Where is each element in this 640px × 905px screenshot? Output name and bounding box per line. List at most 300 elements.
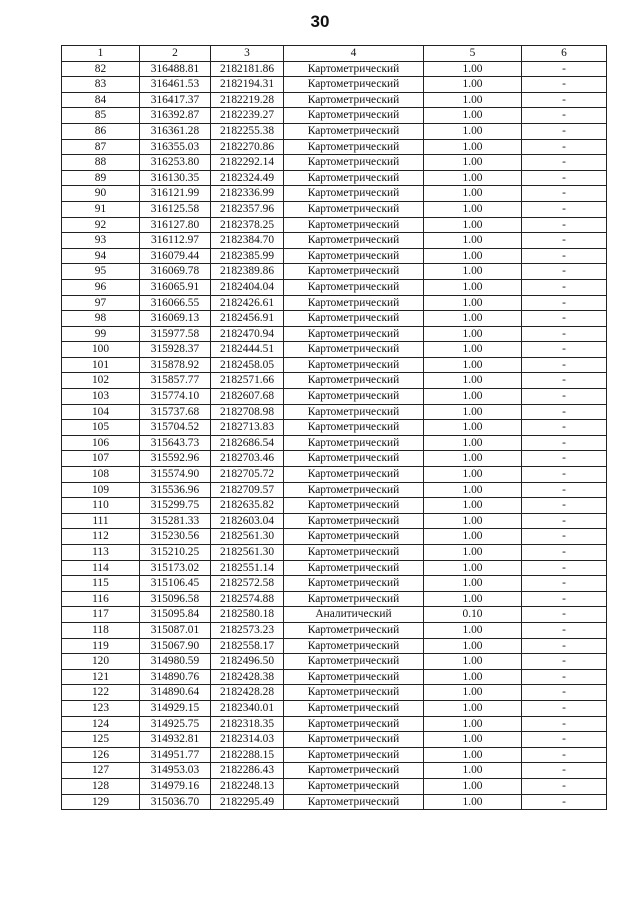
- point-number-cell: 86: [62, 123, 140, 139]
- accuracy-cell: 1.00: [424, 186, 522, 202]
- y-coordinate-cell: 2182444.51: [211, 342, 284, 358]
- note-cell: -: [522, 420, 607, 436]
- y-coordinate-cell: 2182428.28: [211, 685, 284, 701]
- point-number-cell: 97: [62, 295, 140, 311]
- x-coordinate-cell: 315087.01: [140, 622, 211, 638]
- x-coordinate-cell: 316461.53: [140, 77, 211, 93]
- y-coordinate-cell: 2182635.82: [211, 498, 284, 514]
- note-cell: -: [522, 669, 607, 685]
- y-coordinate-cell: 2182295.49: [211, 794, 284, 810]
- point-number-cell: 84: [62, 92, 140, 108]
- accuracy-cell: 1.00: [424, 778, 522, 794]
- method-cell: Картометрический: [284, 545, 424, 561]
- x-coordinate-cell: 315210.25: [140, 545, 211, 561]
- accuracy-cell: 1.00: [424, 560, 522, 576]
- x-coordinate-cell: 315857.77: [140, 373, 211, 389]
- x-coordinate-cell: 315774.10: [140, 389, 211, 405]
- y-coordinate-cell: 2182270.86: [211, 139, 284, 155]
- method-cell: Картометрический: [284, 513, 424, 529]
- accuracy-cell: 1.00: [424, 92, 522, 108]
- method-cell: Картометрический: [284, 77, 424, 93]
- point-number-cell: 125: [62, 732, 140, 748]
- accuracy-cell: 1.00: [424, 342, 522, 358]
- method-cell: Картометрический: [284, 264, 424, 280]
- method-cell: Аналитический: [284, 607, 424, 623]
- point-number-cell: 126: [62, 747, 140, 763]
- method-cell: Картометрический: [284, 669, 424, 685]
- method-cell: Картометрический: [284, 233, 424, 249]
- note-cell: -: [522, 404, 607, 420]
- point-number-cell: 83: [62, 77, 140, 93]
- method-cell: Картометрический: [284, 295, 424, 311]
- accuracy-cell: 1.00: [424, 357, 522, 373]
- column-header: 3: [211, 46, 284, 62]
- table-row: [62, 498, 607, 514]
- note-cell: -: [522, 108, 607, 124]
- table-row: [62, 763, 607, 779]
- y-coordinate-cell: 2182705.72: [211, 467, 284, 483]
- point-number-cell: 91: [62, 201, 140, 217]
- y-coordinate-cell: 2182573.23: [211, 622, 284, 638]
- method-cell: Картометрический: [284, 123, 424, 139]
- x-coordinate-cell: 315928.37: [140, 342, 211, 358]
- note-cell: -: [522, 248, 607, 264]
- method-cell: Картометрический: [284, 420, 424, 436]
- accuracy-cell: 1.00: [424, 700, 522, 716]
- method-cell: Картометрический: [284, 61, 424, 77]
- method-cell: Картометрический: [284, 654, 424, 670]
- x-coordinate-cell: 316069.13: [140, 311, 211, 327]
- table-row: [62, 794, 607, 810]
- x-coordinate-cell: 315878.92: [140, 357, 211, 373]
- note-cell: -: [522, 389, 607, 405]
- x-coordinate-cell: 315036.70: [140, 794, 211, 810]
- y-coordinate-cell: 2182255.38: [211, 123, 284, 139]
- note-cell: -: [522, 732, 607, 748]
- accuracy-cell: 1.00: [424, 170, 522, 186]
- x-coordinate-cell: 315592.96: [140, 451, 211, 467]
- note-cell: -: [522, 295, 607, 311]
- accuracy-cell: 1.00: [424, 264, 522, 280]
- x-coordinate-cell: 316130.35: [140, 170, 211, 186]
- y-coordinate-cell: 2182324.49: [211, 170, 284, 186]
- y-coordinate-cell: 2182561.30: [211, 545, 284, 561]
- note-cell: -: [522, 139, 607, 155]
- note-cell: -: [522, 654, 607, 670]
- accuracy-cell: 1.00: [424, 420, 522, 436]
- note-cell: -: [522, 155, 607, 171]
- method-cell: Картометрический: [284, 498, 424, 514]
- y-coordinate-cell: 2182340.01: [211, 700, 284, 716]
- point-number-cell: 121: [62, 669, 140, 685]
- table-row: [62, 513, 607, 529]
- accuracy-cell: 1.00: [424, 248, 522, 264]
- table-row: [62, 201, 607, 217]
- point-number-cell: 85: [62, 108, 140, 124]
- y-coordinate-cell: 2182318.35: [211, 716, 284, 732]
- note-cell: -: [522, 373, 607, 389]
- method-cell: Картометрический: [284, 248, 424, 264]
- note-cell: -: [522, 560, 607, 576]
- table-row: [62, 357, 607, 373]
- note-cell: -: [522, 482, 607, 498]
- x-coordinate-cell: 314929.15: [140, 700, 211, 716]
- accuracy-cell: 1.00: [424, 435, 522, 451]
- point-number-cell: 123: [62, 700, 140, 716]
- x-coordinate-cell: 315704.52: [140, 420, 211, 436]
- accuracy-cell: 1.00: [424, 576, 522, 592]
- method-cell: Картометрический: [284, 186, 424, 202]
- point-number-cell: 114: [62, 560, 140, 576]
- y-coordinate-cell: 2182426.61: [211, 295, 284, 311]
- x-coordinate-cell: 316065.91: [140, 279, 211, 295]
- y-coordinate-cell: 2182384.70: [211, 233, 284, 249]
- x-coordinate-cell: 316121.99: [140, 186, 211, 202]
- table-row: [62, 311, 607, 327]
- table-row: [62, 373, 607, 389]
- column-header: 4: [284, 46, 424, 62]
- accuracy-cell: 1.00: [424, 451, 522, 467]
- accuracy-cell: 1.00: [424, 389, 522, 405]
- y-coordinate-cell: 2182561.30: [211, 529, 284, 545]
- column-header: 6: [522, 46, 607, 62]
- y-coordinate-cell: 2182239.27: [211, 108, 284, 124]
- accuracy-cell: 1.00: [424, 794, 522, 810]
- x-coordinate-cell: 314979.16: [140, 778, 211, 794]
- accuracy-cell: 1.00: [424, 77, 522, 93]
- accuracy-cell: 1.00: [424, 139, 522, 155]
- column-header: 5: [424, 46, 522, 62]
- method-cell: Картометрический: [284, 326, 424, 342]
- accuracy-cell: 1.00: [424, 467, 522, 483]
- note-cell: -: [522, 92, 607, 108]
- method-cell: Картометрический: [284, 747, 424, 763]
- accuracy-cell: 1.00: [424, 311, 522, 327]
- table-row: [62, 123, 607, 139]
- accuracy-cell: 1.00: [424, 155, 522, 171]
- note-cell: -: [522, 77, 607, 93]
- note-cell: -: [522, 170, 607, 186]
- note-cell: -: [522, 61, 607, 77]
- accuracy-cell: 1.00: [424, 108, 522, 124]
- point-number-cell: 93: [62, 233, 140, 249]
- point-number-cell: 129: [62, 794, 140, 810]
- x-coordinate-cell: 315096.58: [140, 591, 211, 607]
- method-cell: Картометрический: [284, 92, 424, 108]
- table-row: [62, 155, 607, 171]
- coordinates-table: [61, 45, 607, 810]
- method-cell: Картометрический: [284, 201, 424, 217]
- note-cell: -: [522, 233, 607, 249]
- y-coordinate-cell: 2182456.91: [211, 311, 284, 327]
- table-row: [62, 576, 607, 592]
- note-cell: -: [522, 451, 607, 467]
- x-coordinate-cell: 316079.44: [140, 248, 211, 264]
- y-coordinate-cell: 2182458.05: [211, 357, 284, 373]
- accuracy-cell: 0.10: [424, 607, 522, 623]
- point-number-cell: 90: [62, 186, 140, 202]
- note-cell: -: [522, 279, 607, 295]
- table-row: [62, 279, 607, 295]
- note-cell: -: [522, 685, 607, 701]
- x-coordinate-cell: 315643.73: [140, 435, 211, 451]
- table-row: [62, 747, 607, 763]
- x-coordinate-cell: 315977.58: [140, 326, 211, 342]
- note-cell: -: [522, 700, 607, 716]
- method-cell: Картометрический: [284, 373, 424, 389]
- method-cell: Картометрический: [284, 794, 424, 810]
- x-coordinate-cell: 316066.55: [140, 295, 211, 311]
- x-coordinate-cell: 315067.90: [140, 638, 211, 654]
- accuracy-cell: 1.00: [424, 716, 522, 732]
- note-cell: -: [522, 435, 607, 451]
- point-number-cell: 111: [62, 513, 140, 529]
- accuracy-cell: 1.00: [424, 545, 522, 561]
- table-row: [62, 389, 607, 405]
- y-coordinate-cell: 2182378.25: [211, 217, 284, 233]
- point-number-cell: 108: [62, 467, 140, 483]
- y-coordinate-cell: 2182496.50: [211, 654, 284, 670]
- table-row: [62, 420, 607, 436]
- note-cell: -: [522, 311, 607, 327]
- accuracy-cell: 1.00: [424, 326, 522, 342]
- note-cell: -: [522, 638, 607, 654]
- note-cell: -: [522, 778, 607, 794]
- table-row: [62, 61, 607, 77]
- note-cell: -: [522, 622, 607, 638]
- point-number-cell: 116: [62, 591, 140, 607]
- y-coordinate-cell: 2182357.96: [211, 201, 284, 217]
- x-coordinate-cell: 316112.97: [140, 233, 211, 249]
- note-cell: -: [522, 607, 607, 623]
- note-cell: -: [522, 186, 607, 202]
- accuracy-cell: 1.00: [424, 732, 522, 748]
- table-row: [62, 233, 607, 249]
- note-cell: -: [522, 591, 607, 607]
- x-coordinate-cell: 315095.84: [140, 607, 211, 623]
- point-number-cell: 128: [62, 778, 140, 794]
- point-number-cell: 118: [62, 622, 140, 638]
- method-cell: Картометрический: [284, 108, 424, 124]
- method-cell: Картометрический: [284, 529, 424, 545]
- point-number-cell: 100: [62, 342, 140, 358]
- table-row: [62, 482, 607, 498]
- point-number-cell: 107: [62, 451, 140, 467]
- y-coordinate-cell: 2182713.83: [211, 420, 284, 436]
- note-cell: -: [522, 264, 607, 280]
- point-number-cell: 120: [62, 654, 140, 670]
- accuracy-cell: 1.00: [424, 373, 522, 389]
- x-coordinate-cell: 314932.81: [140, 732, 211, 748]
- x-coordinate-cell: 315737.68: [140, 404, 211, 420]
- y-coordinate-cell: 2182286.43: [211, 763, 284, 779]
- y-coordinate-cell: 2182314.03: [211, 732, 284, 748]
- x-coordinate-cell: 314925.75: [140, 716, 211, 732]
- accuracy-cell: 1.00: [424, 123, 522, 139]
- column-header: 1: [62, 46, 140, 62]
- note-cell: -: [522, 576, 607, 592]
- table-row: [62, 108, 607, 124]
- point-number-cell: 87: [62, 139, 140, 155]
- table-row: [62, 170, 607, 186]
- note-cell: -: [522, 201, 607, 217]
- accuracy-cell: 1.00: [424, 763, 522, 779]
- table-row: [62, 217, 607, 233]
- point-number-cell: 103: [62, 389, 140, 405]
- table-row: [62, 529, 607, 545]
- x-coordinate-cell: 315106.45: [140, 576, 211, 592]
- table-row: [62, 685, 607, 701]
- x-coordinate-cell: 316488.81: [140, 61, 211, 77]
- accuracy-cell: 1.00: [424, 295, 522, 311]
- y-coordinate-cell: 2182558.17: [211, 638, 284, 654]
- method-cell: Картометрический: [284, 357, 424, 373]
- point-number-cell: 92: [62, 217, 140, 233]
- point-number-cell: 112: [62, 529, 140, 545]
- note-cell: -: [522, 794, 607, 810]
- point-number-cell: 101: [62, 357, 140, 373]
- y-coordinate-cell: 2182194.31: [211, 77, 284, 93]
- table-row: [62, 92, 607, 108]
- x-coordinate-cell: 316417.37: [140, 92, 211, 108]
- point-number-cell: 98: [62, 311, 140, 327]
- note-cell: -: [522, 357, 607, 373]
- x-coordinate-cell: 316392.87: [140, 108, 211, 124]
- accuracy-cell: 1.00: [424, 654, 522, 670]
- y-coordinate-cell: 2182709.57: [211, 482, 284, 498]
- note-cell: -: [522, 513, 607, 529]
- method-cell: Картометрический: [284, 311, 424, 327]
- accuracy-cell: 1.00: [424, 233, 522, 249]
- point-number-cell: 105: [62, 420, 140, 436]
- method-cell: Картометрический: [284, 763, 424, 779]
- table-row: [62, 404, 607, 420]
- method-cell: Картометрический: [284, 560, 424, 576]
- note-cell: -: [522, 529, 607, 545]
- accuracy-cell: 1.00: [424, 513, 522, 529]
- x-coordinate-cell: 316355.03: [140, 139, 211, 155]
- table-header-row: [62, 46, 607, 62]
- table-row: [62, 607, 607, 623]
- accuracy-cell: 1.00: [424, 217, 522, 233]
- point-number-cell: 88: [62, 155, 140, 171]
- method-cell: Картометрический: [284, 591, 424, 607]
- point-number-cell: 110: [62, 498, 140, 514]
- x-coordinate-cell: 314951.77: [140, 747, 211, 763]
- table-row: [62, 669, 607, 685]
- y-coordinate-cell: 2182551.14: [211, 560, 284, 576]
- x-coordinate-cell: 316125.58: [140, 201, 211, 217]
- note-cell: -: [522, 326, 607, 342]
- table-row: [62, 654, 607, 670]
- x-coordinate-cell: 315230.56: [140, 529, 211, 545]
- accuracy-cell: 1.00: [424, 591, 522, 607]
- point-number-cell: 122: [62, 685, 140, 701]
- x-coordinate-cell: 316361.28: [140, 123, 211, 139]
- accuracy-cell: 1.00: [424, 685, 522, 701]
- method-cell: Картометрический: [284, 404, 424, 420]
- accuracy-cell: 1.00: [424, 747, 522, 763]
- y-coordinate-cell: 2182428.38: [211, 669, 284, 685]
- x-coordinate-cell: 314953.03: [140, 763, 211, 779]
- y-coordinate-cell: 2182336.99: [211, 186, 284, 202]
- x-coordinate-cell: 314890.76: [140, 669, 211, 685]
- method-cell: Картометрический: [284, 576, 424, 592]
- table-row: [62, 467, 607, 483]
- method-cell: Картометрический: [284, 139, 424, 155]
- point-number-cell: 115: [62, 576, 140, 592]
- table-row: [62, 186, 607, 202]
- accuracy-cell: 1.00: [424, 279, 522, 295]
- y-coordinate-cell: 2182404.04: [211, 279, 284, 295]
- table-row: [62, 638, 607, 654]
- table-row: [62, 451, 607, 467]
- x-coordinate-cell: 314890.64: [140, 685, 211, 701]
- table-row: [62, 264, 607, 280]
- y-coordinate-cell: 2182574.88: [211, 591, 284, 607]
- note-cell: -: [522, 498, 607, 514]
- table-row: [62, 435, 607, 451]
- accuracy-cell: 1.00: [424, 61, 522, 77]
- table-row: [62, 622, 607, 638]
- x-coordinate-cell: 316127.80: [140, 217, 211, 233]
- x-coordinate-cell: 314980.59: [140, 654, 211, 670]
- note-cell: -: [522, 217, 607, 233]
- y-coordinate-cell: 2182248.13: [211, 778, 284, 794]
- table-row: [62, 248, 607, 264]
- point-number-cell: 124: [62, 716, 140, 732]
- note-cell: -: [522, 467, 607, 483]
- accuracy-cell: 1.00: [424, 404, 522, 420]
- point-number-cell: 89: [62, 170, 140, 186]
- method-cell: Картометрический: [284, 482, 424, 498]
- table-row: [62, 778, 607, 794]
- method-cell: Картометрический: [284, 716, 424, 732]
- point-number-cell: 94: [62, 248, 140, 264]
- x-coordinate-cell: 315299.75: [140, 498, 211, 514]
- point-number-cell: 102: [62, 373, 140, 389]
- point-number-cell: 119: [62, 638, 140, 654]
- point-number-cell: 96: [62, 279, 140, 295]
- x-coordinate-cell: 315536.96: [140, 482, 211, 498]
- x-coordinate-cell: 315574.90: [140, 467, 211, 483]
- y-coordinate-cell: 2182288.15: [211, 747, 284, 763]
- point-number-cell: 95: [62, 264, 140, 280]
- y-coordinate-cell: 2182389.86: [211, 264, 284, 280]
- table-row: [62, 732, 607, 748]
- y-coordinate-cell: 2182607.68: [211, 389, 284, 405]
- page-number: 30: [310, 12, 330, 31]
- y-coordinate-cell: 2182292.14: [211, 155, 284, 171]
- x-coordinate-cell: 315281.33: [140, 513, 211, 529]
- method-cell: Картометрический: [284, 342, 424, 358]
- point-number-cell: 113: [62, 545, 140, 561]
- point-number-cell: 117: [62, 607, 140, 623]
- point-number-cell: 109: [62, 482, 140, 498]
- method-cell: Картометрический: [284, 467, 424, 483]
- accuracy-cell: 1.00: [424, 529, 522, 545]
- table-row: [62, 591, 607, 607]
- note-cell: -: [522, 716, 607, 732]
- accuracy-cell: 1.00: [424, 482, 522, 498]
- method-cell: Картометрический: [284, 638, 424, 654]
- y-coordinate-cell: 2182181.86: [211, 61, 284, 77]
- table-row: [62, 295, 607, 311]
- method-cell: Картометрический: [284, 700, 424, 716]
- point-number-cell: 82: [62, 61, 140, 77]
- y-coordinate-cell: 2182686.54: [211, 435, 284, 451]
- table-row: [62, 700, 607, 716]
